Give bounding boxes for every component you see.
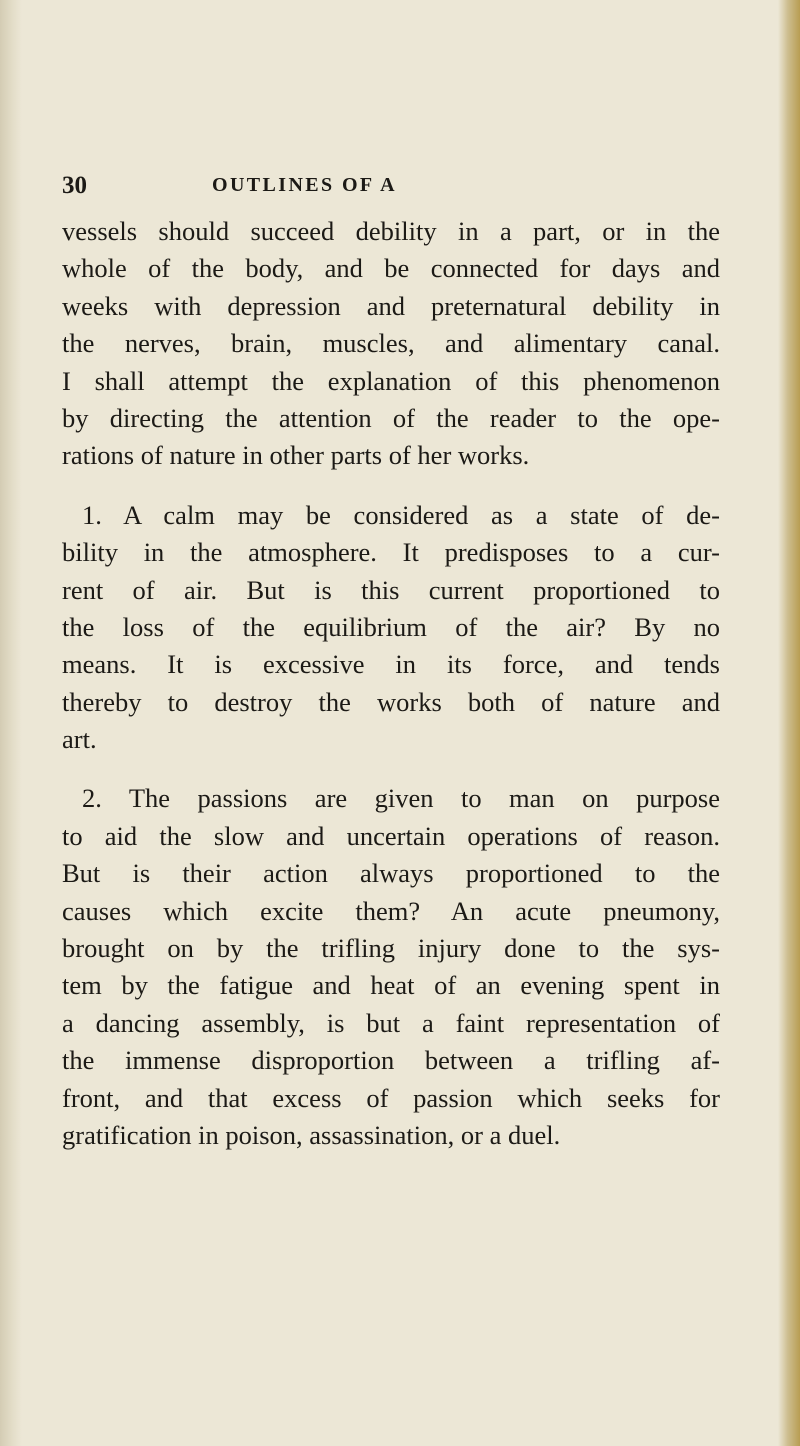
text-line: tem by the fatigue and heat of an evening spent in [62,970,720,1001]
text-line: brought on by the trifling injury done to the sys- [62,933,720,964]
page-header [62,172,762,206]
text-line: But is their action always proportioned to the [62,858,720,889]
text-line: art. [62,724,97,755]
text-line: a dancing assembly, is but a faint representation of [62,1007,720,1038]
text-line: 1. A calm may be considered as a state of de- [82,499,720,530]
text-line: the loss of the equilibrium of the air? By no [62,611,720,642]
page-gutter-shadow [0,0,22,1446]
page-edge [778,0,800,1446]
paragraph-3 [62,780,720,1154]
text-line: whole of the body, and be connected for days and [62,253,720,284]
running-head: OUTLINES OF A [212,174,397,196]
text-line: causes which excite them? An acute pneumony, [62,895,720,926]
text-line: the immense disproportion between a trifling af- [62,1045,720,1076]
text-line: gratification in poison, assassination, or a duel. [62,1119,561,1150]
paragraph-2 [62,497,720,759]
text-line: rent of air. But is this current proportioned to [62,574,720,605]
paragraph-1 [62,213,720,475]
text-line: by directing the attention of the reader to the ope- [62,402,720,433]
text-line: 2. The passions are given to man on purpose [82,783,720,814]
text-line: weeks with depression and preternatural debility in [62,290,720,321]
text-line: rations of nature in other parts of her works. [62,440,530,471]
text-line: the nerves, brain, muscles, and alimentary canal. [62,328,720,359]
text-line: thereby to destroy the works both of nature and [62,686,720,717]
page-number: 30 [62,172,87,199]
text-line: bility in the atmosphere. It predisposes to a cur- [62,537,720,568]
page-body [62,213,720,1154]
text-line: to aid the slow and uncertain operations of reason. [62,820,720,851]
text-line: vessels should succeed debility in a part, or in the [62,216,720,246]
text-line: means. It is excessive in its force, and tends [62,649,720,680]
text-line: front, and that excess of passion which seeks for [62,1082,720,1113]
text-line: I shall attempt the explanation of this phenomenon [62,365,720,396]
